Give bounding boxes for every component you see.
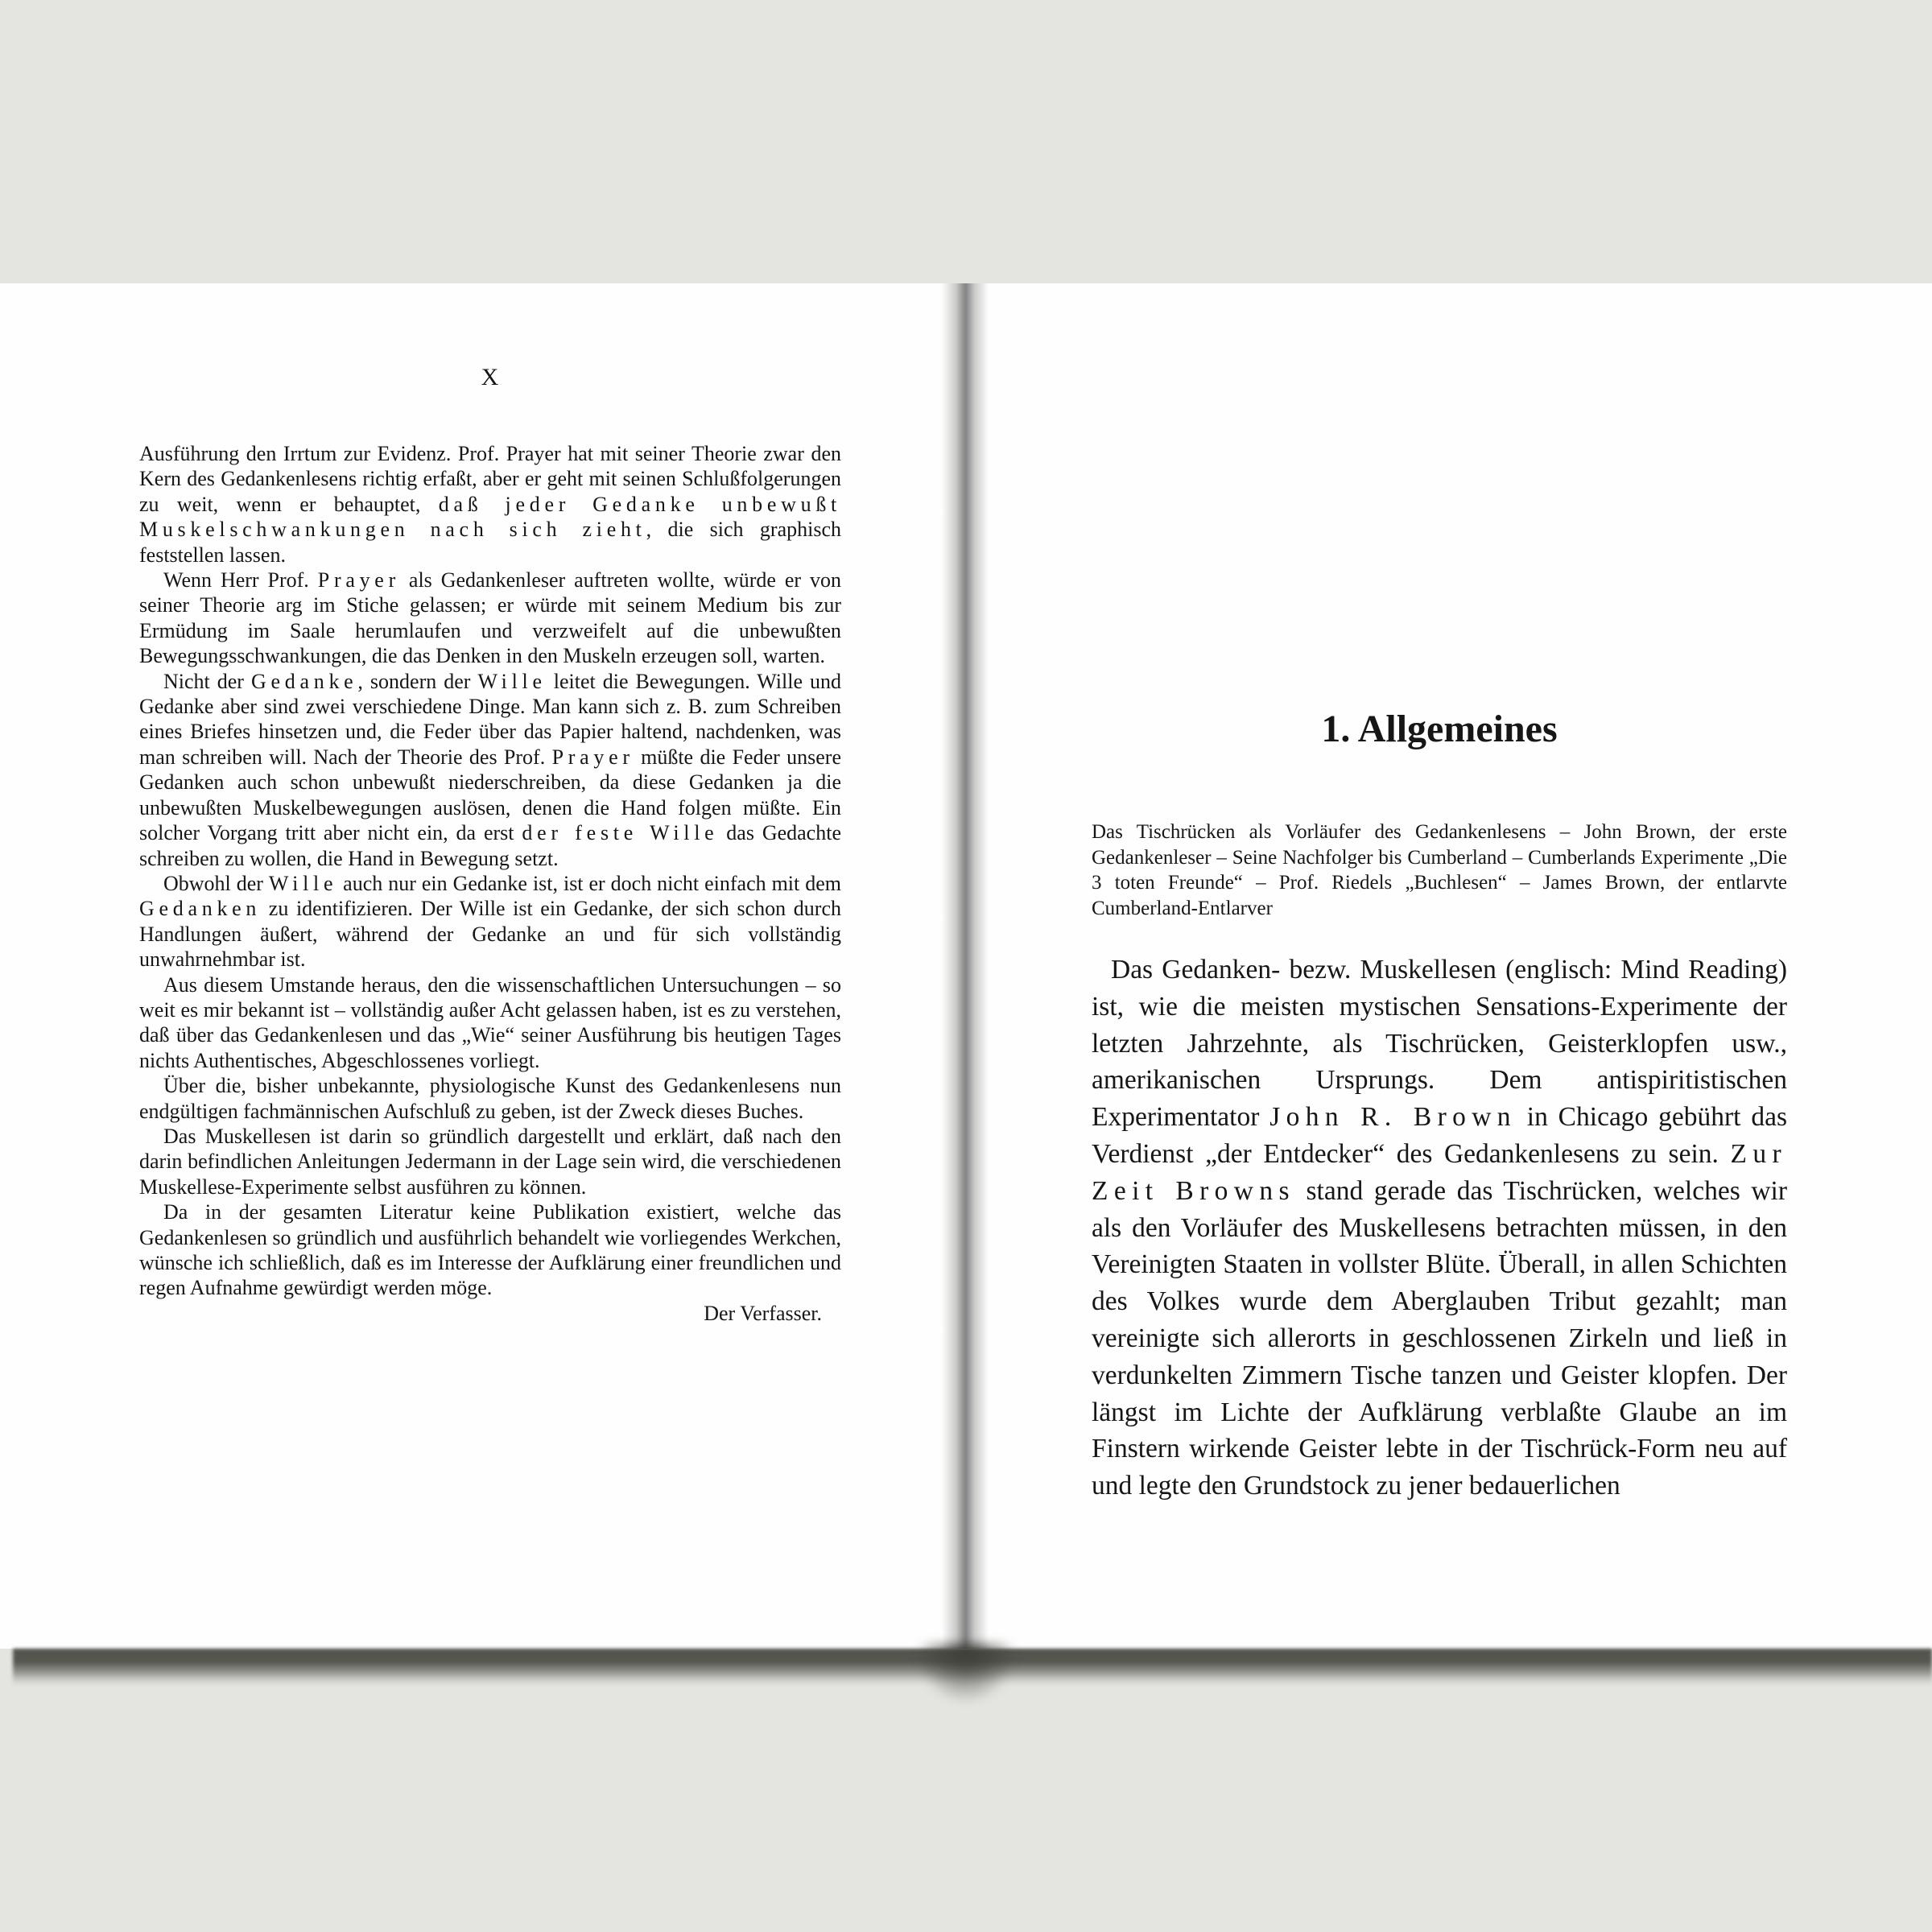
text-run: , sondern der xyxy=(357,669,478,693)
letterspaced-emphasis: John R. Brown xyxy=(1269,1102,1517,1133)
letterspaced-emphasis: Gedanke xyxy=(250,669,358,693)
text-run: stand gerade das Tischrücken, welches wir als den Vorläufer des Muskellesens betrachten müssen, in den Vereinigten Staaten in vollster Blüte. Überall, in allen Schichten des Volkes wurde dem Aberglauben Tribut gezahlt; man vereinigte sich allerorts in geschlossenen Zirkeln und ließ in verdunkelten Zimmern Tische tanzen und Geister klopfen. Der längst im Lichte der Aufklärung verblaßte Glaube an im Finstern wirkende Geister lebte in der Tischrück-Form neu auf und legte den Grundstock zu jener bedauerlichen xyxy=(1092,1175,1788,1501)
paragraph xyxy=(1092,952,1787,1505)
paragraph xyxy=(139,972,841,1074)
text-run: , die sich graphisch feststellen lassen. xyxy=(139,518,841,567)
spine-bottom-shadow xyxy=(918,1642,1014,1703)
letterspaced-emphasis: Wille xyxy=(268,871,338,895)
letterspaced-emphasis: Wille xyxy=(477,669,547,693)
paragraph xyxy=(139,1199,841,1301)
text-run: müßte die Feder unsere Gedanken auch schon unbewußt niederschreiben, da diese Gedanken ja die unbewußten Muskelbewegungen auslösen, denen die Hand folgen müßte. Ein solcher Vorgang tritt aber nicht ein, da erst xyxy=(139,745,841,845)
letterspaced-emphasis: Prayer xyxy=(317,568,400,592)
author-signature: Der Verfasser. xyxy=(704,1301,822,1325)
page-number: X xyxy=(481,364,500,390)
text-run: Das Muskellesen ist darin so gründlich dargestellt und erklärt, daß nach den darin befindlichen Anleitungen Jedermann in der Lage sein wird, die verschiedenen Muskellese-Experimente selbst ausführen zu können. xyxy=(139,1124,841,1199)
text-run: Nicht der xyxy=(163,669,251,693)
text-run: Obwohl der xyxy=(163,871,269,895)
letterspaced-emphasis: der feste Wille xyxy=(522,821,719,845)
text-run: auch nur ein Gedanke ist, ist er doch nicht einfach mit dem xyxy=(337,871,841,895)
book-spine-gutter xyxy=(942,283,989,1649)
text-run: Da in der gesamten Literatur keine Publikation existiert, welche das Gedankenlesen so gründlich und ausführlich behandelt wie vorliegendes Werkchen, wünsche ich schließlich, daß es im Interesse der Aufklärung einer freundlichen und regen Aufnahme gewürdigt werden möge. xyxy=(139,1200,841,1300)
text-run: Ausführung den Irrtum zur Evidenz. Prof. Prayer hat mit seiner Theorie zwar den Kern des Gedankenlesens richtig erfaßt, aber er geht mit seinen Schlußfolgerungen zu weit, wenn er behauptet, xyxy=(139,442,841,516)
paragraph xyxy=(139,568,841,669)
text-run: in Chicago gebührt das Verdienst „der Entdecker“ des Gedankenlesens zu sein. xyxy=(1092,1102,1787,1169)
paragraph xyxy=(139,441,841,568)
letterspaced-emphasis: Gedanken xyxy=(139,897,262,921)
text-run: leitet die Bewegungen. Wille und Gedanke aber sind zwei verschiedene Dinge. Man kann sich z. B. zum Schreiben eines Briefes hinsetzen und, die Feder über das Papier haltend, nachdenken, was man schreiben will. Nach der Theorie des Prof. xyxy=(139,669,842,769)
letterspaced-emphasis: daß jeder Gedanke unbewußt Muskelschwankungen nach sich zieht xyxy=(139,492,841,542)
text-run: Wenn Herr Prof. xyxy=(163,568,318,592)
letterspaced-emphasis: Zur Zeit Browns xyxy=(1092,1138,1787,1206)
paragraph xyxy=(139,669,841,871)
text-run: als Gedankenleser auftreten wollte, würde er von seiner Theorie arg im Stiche gelassen; er würde mit seinem Medium bis zur Ermüdung im Saale herumlaufen und verzweifelt auf die unbewußten Bewegungsschwankungen, die das Denken in den Muskeln erzeugen soll, warten. xyxy=(139,568,841,668)
chapter-heading: 1. Allgemeines xyxy=(1321,708,1558,750)
letterspaced-emphasis: Prayer xyxy=(551,745,634,769)
paragraph xyxy=(139,1073,841,1124)
paragraph xyxy=(139,1124,841,1199)
chapter-summary: Das Tischrücken als Vorläufer des Gedankenlesens – John Brown, der erste Gedankenleser – Seine Nachfolger bis Cumberland – Cumberlands Experimente „Die 3 toten Freunde“ – Prof. Riedels „Buchlesen“ – James Brown, der entlarvte Cumberland-Entlarver xyxy=(1092,821,1787,919)
chapter-body-text xyxy=(1092,952,1787,1505)
paragraph xyxy=(139,871,841,972)
text-run: zu identifizieren. Der Wille ist ein Gedanke, der sich schon durch Handlungen äußert, während der Gedanke an und für sich vollständig unwahrnehmbar ist. xyxy=(139,897,841,972)
text-run: Über die, bisher unbekannte, physiologische Kunst des Gedankenlesens nun endgültigen fachmännischen Aufschluß zu geben, ist der Zweck dieses Buches. xyxy=(139,1074,841,1123)
text-run: Das Gedanken- bezw. Muskellesen (englisch: Mind Reading) ist, wie die meisten mystischen Sensations-Experimente der letzten Jahrzehnte, als Tischrücken, Geisterklopfen usw., amerikanischen Ursprungs. Dem antispiritistischen Experimentator xyxy=(1092,955,1787,1133)
preface-text xyxy=(139,441,841,1326)
text-run: Aus diesem Umstande heraus, den die wissenschaftlichen Untersuchungen – so weit es mir bekannt ist – vollständig außer Acht gelassen haben, ist es zu verstehen, daß über das Gedankenlesen und das „Wie“ seiner Ausführung bis heutigen Tages nichts Authentisches, Abgeschlossenes vorliegt. xyxy=(139,972,841,1072)
text-run: das Gedachte schreiben zu wollen, die Hand in Bewegung setzt. xyxy=(139,821,841,870)
